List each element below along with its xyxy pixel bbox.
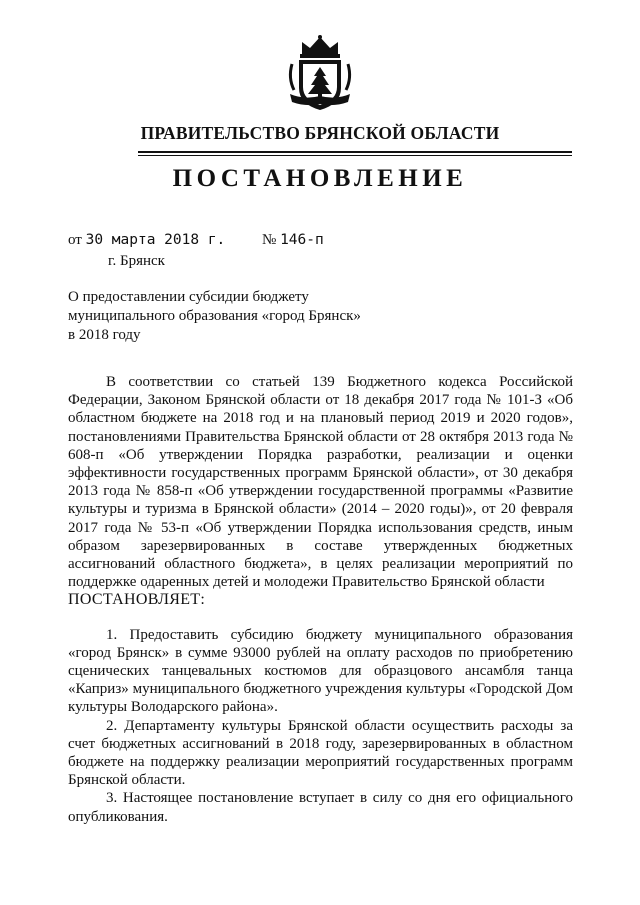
preamble-paragraph: В соответствии со статьей 139 Бюджетного кодекса Российской Федерации, Законом Брянской области от 18 декабря 2017 года № 101-З «Об областном бюджете на 2018 год и на плановый период 2019 и 2020 годов», постановлениями Правительства Брянской области от 28 октября 2013 года № 608-п «Об утверждении Порядка разработки, реализации и оценки эффективности государственных программ Брянской области», от 30 декабря 2013 года № 858-п «Об утверждении государственной программы «Развитие культуры и туризма в Брянской области» (2014 – 2020 годы)», от 20 февраля 2017 года № 53-п «Об утверждении Порядка использования средств, иным образом зарезервированных в составе утвержденных бюджетных ассигнований областного бюджета», в целях реализации мероприятий по поддержке одаренных детей и молодежи Правительство Брянской области (68, 374, 573, 591)
document-body (68, 373, 573, 826)
number-value: 146-п (280, 232, 324, 248)
document-date: 30 марта 2018 г. (85, 232, 226, 248)
document-subject: О предоставлении субсидии бюджету муниципального образования «город Брянск» в 2018 году (68, 289, 361, 343)
header-rule-thick (138, 151, 572, 153)
number-label: № (262, 232, 277, 248)
header-rule-thin (138, 155, 572, 156)
item-paragraph-3: 3. Настоящее постановление вступает в силу со дня его официального опубликования. (68, 790, 573, 825)
decree-word: ПОСТАНОВЛЯЕТ: (68, 591, 206, 609)
document-number (262, 232, 324, 249)
item-paragraph-1: 1. Предоставить субсидию бюджету муниципального образования «город Брянск» в сумме 93000 рублей на оплату расходов по приобретению сценических танцевальных костюмов для образцового ансамбля танца «Каприз» муниципального бюджетного учреждения культуры «Городской Дом культуры Володарского района». (68, 626, 573, 716)
city-name: г. Брянск (108, 253, 165, 269)
date-line (68, 232, 324, 249)
date-prefix: от (68, 232, 82, 248)
organization-name: ПРАВИТЕЛЬСТВО БРЯНСКОЙ ОБЛАСТИ (140, 123, 500, 143)
document-type-title: ПОСТАНОВЛЕНИЕ (172, 165, 468, 192)
coat-of-arms-icon (284, 34, 356, 114)
item-paragraph-2: 2. Департаменту культуры Брянской области осуществить расходы за счет бюджетных ассигнований в 2018 году, зарезервированных в областном бюджете на поддержку реализации мероприятий государственных программ Брянской области. (68, 717, 573, 789)
